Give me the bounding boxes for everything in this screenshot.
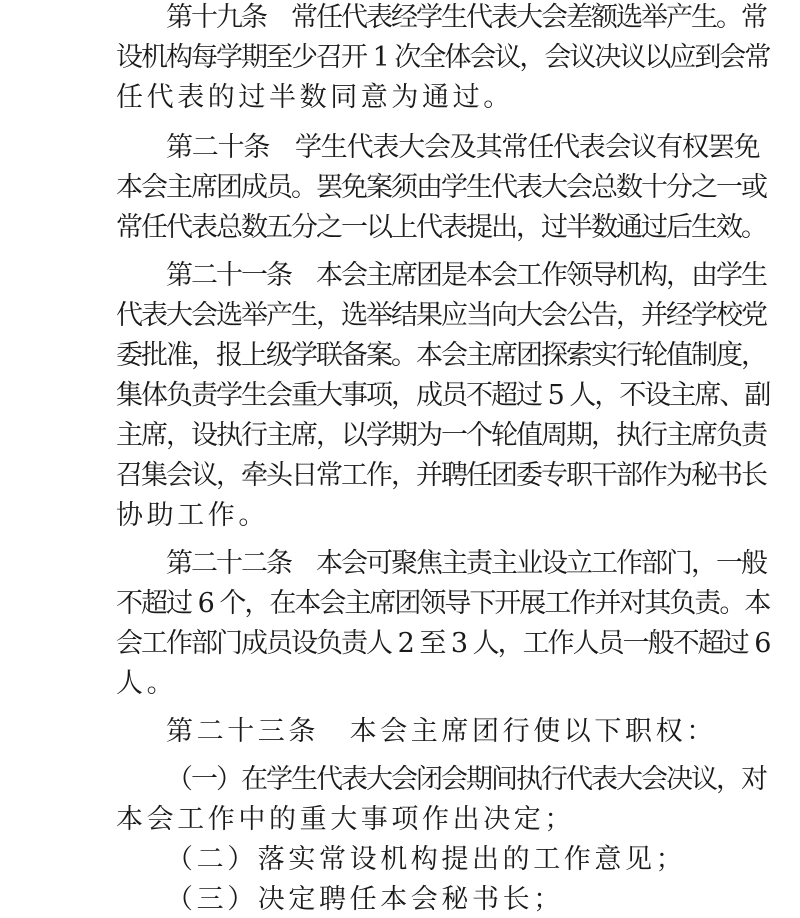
article-21-line-7: 协助工作。 <box>116 500 269 531</box>
article-21-line-3: 委批准，报上级学联备案。本会主席团探索实行轮值制度， <box>116 340 766 371</box>
article-20-line-2: 本会主席团成员。罢免案须由学生代表大会总数十分之一或 <box>116 172 766 203</box>
article-22-line-1: 第二十二条 本会可聚焦主责主业设立工作部门，一般 <box>166 548 766 579</box>
article-23-item-3: （三）决定聘任本会秘书长； <box>166 884 564 915</box>
article-23-line-1: 第二十三条 本会主席团行使以下职权： <box>166 716 717 747</box>
article-21-line-1: 第二十一条 本会主席团是本会工作领导机构，由学生 <box>166 260 766 291</box>
article-22-line-4: 人。 <box>116 668 178 699</box>
article-21-line-4: 集体负责学生会重大事项，成员不超过 5 人，不设主席、副 <box>116 380 770 411</box>
article-20-line-3: 常任代表总数五分之一以上代表提出，过半数通过后生效。 <box>116 212 766 243</box>
article-19-line-1: 第十九条 常任代表经学生代表大会差额选举产生。常 <box>166 2 766 33</box>
article-22-line-3: 会工作部门成员设负责人 2 至 3 人，工作人员一般不超过 6 <box>116 628 770 659</box>
article-23-item-2: （二）落实常设机构提出的工作意见； <box>166 844 687 875</box>
article-21-line-6: 召集会议，牵头日常工作，并聘任团委专职干部作为秘书长 <box>116 460 766 491</box>
article-21-line-2: 代表大会选举产生，选举结果应当向大会公告，并经学校党 <box>116 300 766 331</box>
article-19-line-2: 设机构每学期至少召开 1 次全体会议，会议决议以应到会常 <box>116 42 770 73</box>
article-23-item-1-line-1: （一）在学生代表大会闭会期间执行代表大会决议，对 <box>166 764 766 795</box>
article-20-line-1: 第二十条 学生代表大会及其常任代表会议有权罢免 <box>166 132 760 163</box>
article-19-line-3: 任代表的过半数同意为通过。 <box>116 82 514 113</box>
article-23-item-1-line-2: 本会工作中的重大事项作出决定； <box>116 804 575 835</box>
article-22-line-2: 不超过 6 个，在本会主席团领导下开展工作并对其负责。本 <box>116 588 770 619</box>
article-21-line-5: 主席，设执行主席，以学期为一个轮值周期，执行主席负责 <box>116 420 766 451</box>
